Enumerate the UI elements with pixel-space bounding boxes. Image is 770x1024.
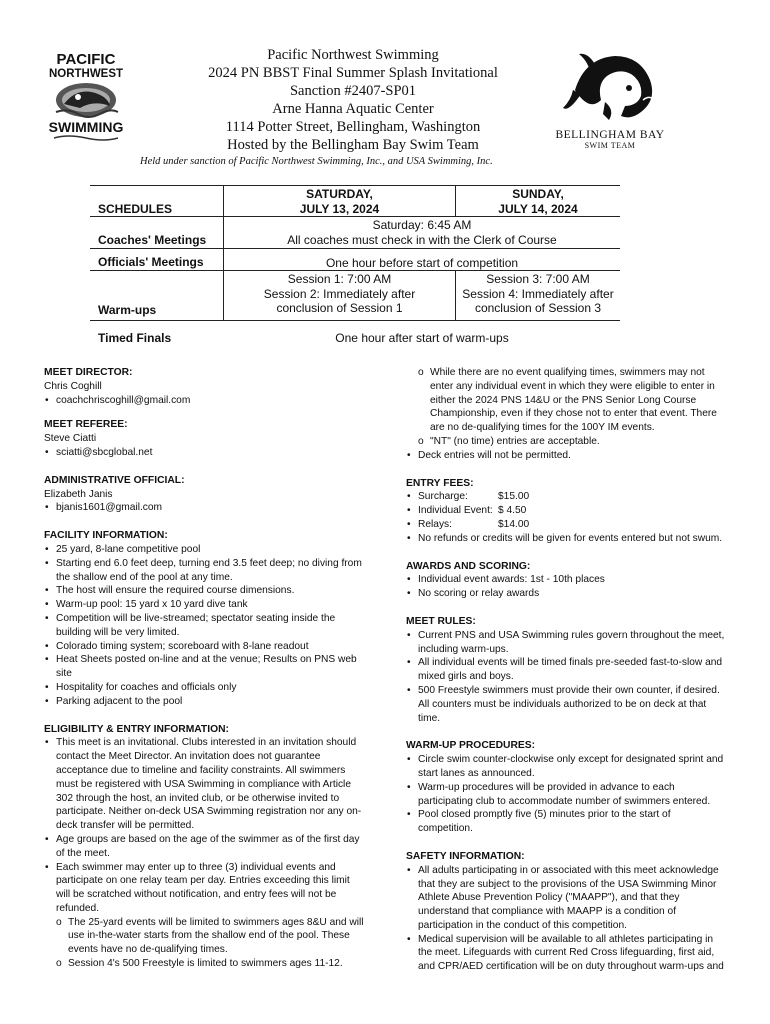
- sat-line1: SATURDAY,: [306, 187, 373, 201]
- entry-fees-title: ENTRY FEES:: [406, 477, 474, 489]
- rules-item: • Current PNS and USA Swimming rules govern throughout the meet, including warm-ups.: [406, 629, 728, 657]
- awards-item: • No scoring or relay awards: [406, 587, 728, 601]
- sun-line1: SUNDAY,: [512, 187, 564, 201]
- session-4b: conclusion of Session 3: [474, 301, 602, 315]
- facility-title: FACILITY INFORMATION:: [44, 530, 168, 542]
- eligibility-item: • Deck entries will not be permitted.: [406, 449, 728, 463]
- warmup-procedures-title: WARM-UP PROCEDURES:: [406, 740, 536, 752]
- facility-item: • Parking adjacent to the pool: [44, 695, 366, 709]
- schedule-table: [90, 185, 620, 348]
- meet-referee-name: Steve Ciatti: [44, 433, 97, 445]
- meet-director-title: MEET DIRECTOR:: [44, 367, 133, 378]
- left-column: [44, 366, 366, 971]
- fee-value: $ 4.50: [498, 505, 527, 517]
- fee-value: $14.00: [498, 518, 530, 530]
- awards-title: AWARDS AND SCORING:: [406, 560, 531, 572]
- facility-item: • Warm-up pool: 15 yard x 10 yard dive tank: [44, 598, 366, 612]
- fee-note: • No refunds or credits will be given for events entered but not swum.: [406, 532, 728, 546]
- fee-key: Relays:: [418, 518, 452, 530]
- meet-rules-title: MEET RULES:: [406, 615, 476, 627]
- admin-official-title: ADMINISTRATIVE OFFICIAL:: [44, 474, 185, 486]
- admin-official-name: Elizabeth Janis: [44, 488, 113, 500]
- officials-meetings-value: One hour before start of competition: [325, 256, 519, 270]
- venue-address: 1114 Potter Street, Bellingham, Washington: [225, 119, 481, 135]
- logo-line1: PACIFIC: [56, 51, 116, 68]
- safety-item: • All adults participating in or associated with this meet acknowledge that they are subject to the provisions of the USA Swimming Minor Athlete Abuse Prevention Policy ("MAAPP"), and that they understand that compliance with MAAPP is a condition of participation in the conduct of this competition.: [406, 864, 728, 933]
- facility-item: • The host will ensure the required course dimensions.: [44, 584, 366, 598]
- sanction-number: Sanction #2407-SP01: [289, 83, 417, 99]
- team-sub: SWIM TEAM: [584, 141, 636, 150]
- sun-line2: JULY 14, 2024: [498, 201, 578, 216]
- fee-value: $15.00: [498, 491, 530, 503]
- fee-key: Surcharge:: [418, 491, 468, 503]
- officials-meetings-label: Officials' Meetings: [98, 255, 204, 269]
- session-3: Session 3: 7:00 AM: [486, 272, 590, 286]
- facility-item: • Hospitality for coaches and officials only: [44, 681, 366, 695]
- fee-relays: [406, 518, 728, 532]
- rules-item: • All individual events will be timed finals pre-seeded fast-to-slow and mixed girls and boys.: [406, 656, 728, 684]
- meet-director-email: • coachchriscoghill@gmail.com: [44, 394, 366, 408]
- facility-item: • Starting end 6.0 feet deep, turning end 3.5 feet deep; no diving from the shallow end of the pool at any time.: [44, 557, 366, 585]
- eligibility-item: • This meet is an invitational. Clubs interested in an invitation should contact the Meet Director. An invitation does not guarantee acceptance due to timeline and facility constraints. All swimmers must be registered with USA Swimming in compliance with Article 302 through the host, an invited club, or be otherwise invited to participate. Neither on-deck USA Swimming registration nor any on-deck transfer will be permitted.: [44, 736, 366, 833]
- eligibility-title: ELIGIBILITY & ENTRY INFORMATION:: [44, 723, 229, 735]
- saturday-header: [224, 187, 455, 216]
- team-name: BELLINGHAM BAY: [555, 129, 665, 141]
- meet-name: 2024 PN BBST Final Summer Splash Invitational: [208, 65, 498, 81]
- facility-item: • Competition will be live-streamed; spectator seating inside the building will be very limited.: [44, 612, 366, 640]
- warmup-item: • Warm-up procedures will be provided in advance to each participating club to accommodate number of swimmers entered.: [406, 781, 728, 809]
- meet-referee-email: • sciatti@sbcglobal.net: [44, 446, 366, 460]
- safety-item: • Medical supervision will be available to all athletes participating in the meet. Lifeguards with current Red Cross lifeguarding, first aid, and CPR/AED certification will be on duty throughout warm-ups and: [406, 933, 728, 974]
- session-2b: conclusion of Session 1: [276, 301, 403, 315]
- coaches-line2: All coaches must check in with the Clerk of Course: [287, 232, 557, 247]
- eligibility-subitem: o The 25-yard events will be limited to swimmers ages 8&U and will use in-the-water starts from the shallow end of the pool. These events have no de-qualifying times.: [44, 916, 366, 957]
- warmup-item: • Circle swim counter-clockwise only except for designated sprint and start lanes as announced.: [406, 753, 728, 781]
- fee-key: Individual Event:: [418, 505, 493, 517]
- admin-official-email: • bjanis1601@gmail.com: [44, 501, 366, 515]
- fee-individual: [406, 504, 728, 518]
- coaches-meetings-value: [224, 218, 620, 247]
- meet-org: Pacific Northwest Swimming: [267, 47, 439, 63]
- eligibility-subitem: o Session 4's 500 Freestyle is limited to swimmers ages 11-12.: [44, 957, 366, 971]
- pacific-northwest-swimming-logo: [48, 50, 124, 146]
- warmup-item: • Pool closed promptly five (5) minutes prior to the start of competition.: [406, 808, 728, 836]
- saturday-sessions: [224, 272, 455, 316]
- venue-name: Arne Hanna Aquatic Center: [272, 101, 434, 117]
- sunday-header: [456, 187, 620, 216]
- facility-item: • 25 yard, 8-lane competitive pool: [44, 543, 366, 557]
- timed-finals-value: One hour after start of warm-ups: [335, 331, 509, 345]
- session-2a: Session 2: Immediately after: [263, 286, 416, 301]
- schedules-title: SCHEDULES: [98, 202, 173, 216]
- rules-item: • 500 Freestyle swimmers must provide their own counter, if desired. All counters must be individuals authorized to be on deck at that time.: [406, 684, 728, 725]
- sat-line2: JULY 13, 2024: [299, 201, 380, 216]
- warmups-label: Warm-ups: [98, 303, 157, 317]
- session-1: Session 1: 7:00 AM: [287, 272, 392, 286]
- awards-item: • Individual event awards: 1st - 10th places: [406, 573, 728, 587]
- orca-whale-icon: [545, 50, 675, 150]
- fee-surcharge: [406, 490, 728, 504]
- eligibility-item: • Age groups are based on the age of the swimmer as of the first day of the meet.: [44, 833, 366, 861]
- session-4a: Session 4: Immediately after: [462, 286, 614, 301]
- meet-referee-title: MEET REFEREE:: [44, 419, 128, 431]
- facility-item: • Colorado timing system; scoreboard with 8-lane readout: [44, 640, 366, 654]
- eligibility-subitem: o "NT" (no time) entries are acceptable.: [406, 435, 728, 449]
- eligibility-item: • Each swimmer may enter up to three (3) individual events and participate on one relay team per day. Entries exceeding this limit will be scratched without notification, and entry fees will not be refunded.: [44, 861, 366, 916]
- eligibility-subitem: o While there are no event qualifying times, swimmers may not enter any individual event in which they were eligible to enter in either the 2024 PNS 14&U or the PNS Senior Long Course Championship, even if they chose not to enter that event. There are no de-qualifying times for the 100Y IM events.: [406, 366, 728, 435]
- logo-line3: SWIMMING: [48, 119, 124, 135]
- coaches-meetings-label: Coaches' Meetings: [98, 233, 207, 247]
- coaches-line1: Saturday: 6:45 AM: [372, 218, 472, 232]
- host-team: Hosted by the Bellingham Bay Swim Team: [227, 137, 479, 153]
- sunday-sessions: [456, 272, 620, 316]
- safety-title: SAFETY INFORMATION:: [406, 850, 525, 862]
- sanction-note: Held under sanction of Pacific Northwest Swimming, Inc., and USA Swimming, Inc.: [140, 156, 493, 167]
- timed-finals-label: Timed Finals: [98, 331, 172, 345]
- meet-director-name: Chris Coghill: [44, 380, 102, 392]
- logo-line2: NORTHWEST: [48, 68, 124, 80]
- facility-item: • Heat Sheets posted on-line and at the venue; Results on PNS web site: [44, 653, 366, 681]
- right-column: [406, 366, 728, 974]
- bellingham-bay-logo: [545, 50, 675, 150]
